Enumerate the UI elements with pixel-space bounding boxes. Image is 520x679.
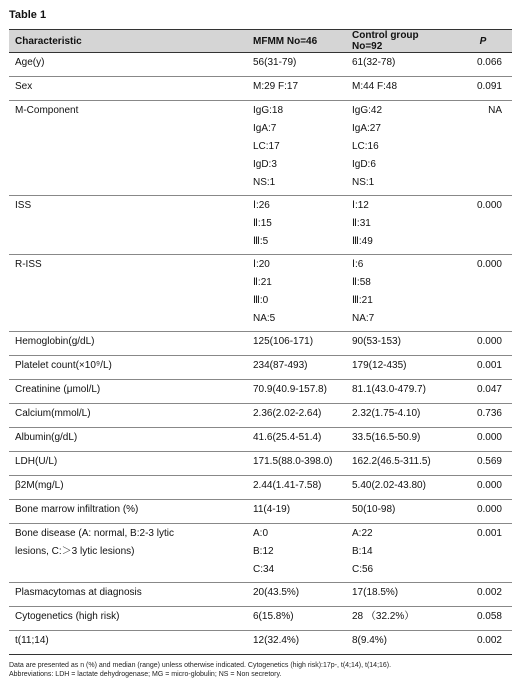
- cell-characteristic-line: Age(y): [15, 57, 45, 68]
- cell-control-line: 50(10-98): [352, 504, 396, 515]
- table-title: Table 1: [9, 9, 47, 21]
- cell-characteristic-line: Platelet count(×10⁹/L): [15, 360, 112, 371]
- cell-characteristic: [9, 583, 247, 607]
- header-control: Control group No=92: [346, 30, 448, 53]
- cell-characteristic: [9, 332, 247, 356]
- cell-mfmm-line: IgG:18: [253, 105, 284, 116]
- cell-control: [346, 255, 448, 332]
- cell-p-value: 0.002: [448, 631, 512, 655]
- cell-mfmm-line: 56(31-79): [253, 57, 297, 68]
- cell-p-value: 0.736: [448, 404, 512, 428]
- cell-control-line: 162.2(46.5-311.5): [352, 456, 431, 467]
- cell-control-line: M:44 F:48: [352, 81, 398, 92]
- cell-mfmm-line: 41.6(25.4-51.4): [253, 432, 322, 443]
- cell-mfmm-line: Ⅲ:5: [253, 236, 269, 247]
- cell-characteristic-line: t(11;14): [15, 635, 49, 646]
- characteristics-table: [9, 29, 512, 655]
- cell-control-line: IgG:42: [352, 105, 383, 116]
- cell-characteristic: [9, 101, 247, 196]
- cell-control: [346, 77, 448, 101]
- cell-mfmm: [247, 332, 346, 356]
- cell-mfmm-line: 20(43.5%): [253, 587, 300, 598]
- cell-control: [346, 500, 448, 524]
- cell-mfmm: [247, 524, 346, 583]
- cell-p-value: 0.001: [448, 356, 512, 380]
- cell-mfmm-line: B:12: [253, 546, 274, 557]
- footnote-line: Abbreviations: LDH = lactate dehydrogenase; MG = micro-globulin; NS = Non secretory.: [9, 671, 282, 678]
- cell-control-line: B:14: [352, 546, 373, 557]
- footnote-line: Data are presented as n (%) and median (range) unless otherwise indicated. Cytogenetics (high risk):17p-, t(4;14), t(14;16).: [9, 662, 392, 669]
- table-row: [9, 631, 512, 655]
- cell-control-line: Ⅲ:49: [352, 236, 373, 247]
- cell-control-line: 90(53-153): [352, 336, 401, 347]
- cell-control-line: LC:16: [352, 141, 379, 152]
- cell-control-line: NS:1: [352, 177, 375, 188]
- cell-p-value: 0.001: [448, 524, 512, 583]
- table-row: [9, 404, 512, 428]
- table-row: [9, 583, 512, 607]
- cell-characteristic: [9, 500, 247, 524]
- cell-mfmm: [247, 452, 346, 476]
- cell-control-line: IgD:6: [352, 159, 376, 170]
- cell-characteristic-line: Hemoglobin(g/dL): [15, 336, 95, 347]
- cell-control: [346, 404, 448, 428]
- cell-control-line: 28 （32.2%）: [352, 611, 415, 622]
- cell-control: [346, 583, 448, 607]
- cell-mfmm: [247, 53, 346, 77]
- cell-control: [346, 101, 448, 196]
- cell-mfmm: [247, 404, 346, 428]
- cell-characteristic: [9, 77, 247, 101]
- cell-control: [346, 53, 448, 77]
- cell-characteristic-line: Bone marrow infiltration (%): [15, 504, 139, 515]
- table-row: [9, 500, 512, 524]
- cell-control: [346, 524, 448, 583]
- cell-p-value: 0.000: [448, 476, 512, 500]
- table-row: [9, 332, 512, 356]
- cell-mfmm-line: 125(106-171): [253, 336, 314, 347]
- cell-mfmm-line: Ⅱ:15: [253, 218, 272, 229]
- cell-characteristic: [9, 53, 247, 77]
- cell-mfmm-line: 234(87-493): [253, 360, 308, 371]
- cell-characteristic-line: Albumin(g/dL): [15, 432, 78, 443]
- cell-control-line: 2.32(1.75-4.10): [352, 408, 421, 419]
- cell-control-line: 61(32-78): [352, 57, 396, 68]
- table-row: [9, 255, 512, 332]
- table-row: [9, 77, 512, 101]
- cell-characteristic: [9, 356, 247, 380]
- cell-characteristic: [9, 476, 247, 500]
- cell-control-line: 8(9.4%): [352, 635, 388, 646]
- cell-characteristic: [9, 452, 247, 476]
- cell-p-value: 0.000: [448, 428, 512, 452]
- cell-characteristic-line: lesions, C:＞3 lytic lesions): [15, 546, 135, 557]
- table-row: [9, 101, 512, 196]
- cell-control: [346, 332, 448, 356]
- cell-mfmm: [247, 380, 346, 404]
- cell-mfmm: [247, 607, 346, 631]
- cell-mfmm-line: 11(4-19): [253, 504, 291, 515]
- cell-control-line: C:56: [352, 564, 374, 575]
- cell-mfmm: [247, 631, 346, 655]
- cell-control: [346, 452, 448, 476]
- cell-characteristic: [9, 255, 247, 332]
- cell-characteristic-line: Calcium(mmol/L): [15, 408, 91, 419]
- cell-mfmm-line: NS:1: [253, 177, 276, 188]
- cell-control-line: Ⅰ:12: [352, 200, 369, 211]
- cell-control: [346, 356, 448, 380]
- cell-p-value: 0.091: [448, 77, 512, 101]
- header-row: [9, 30, 512, 53]
- cell-mfmm-line: LC:17: [253, 141, 280, 152]
- cell-characteristic: [9, 380, 247, 404]
- cell-characteristic: [9, 428, 247, 452]
- table-row: [9, 428, 512, 452]
- cell-mfmm-line: 12(32.4%): [253, 635, 300, 646]
- cell-characteristic: [9, 607, 247, 631]
- cell-control-line: A:22: [352, 528, 373, 539]
- cell-p-value: 0.000: [448, 332, 512, 356]
- cell-mfmm-line: 2.44(1.41-7.58): [253, 480, 322, 491]
- cell-characteristic-line: Creatinine (μmol/L): [15, 384, 101, 395]
- cell-mfmm: [247, 500, 346, 524]
- cell-mfmm: [247, 77, 346, 101]
- cell-p-value: 0.000: [448, 500, 512, 524]
- cell-mfmm-line: C:34: [253, 564, 275, 575]
- table-row: [9, 356, 512, 380]
- table-row: [9, 524, 512, 583]
- cell-characteristic-line: LDH(U/L): [15, 456, 58, 467]
- cell-characteristic: [9, 404, 247, 428]
- cell-mfmm-line: 70.9(40.9-157.8): [253, 384, 327, 395]
- cell-characteristic-line: Cytogenetics (high risk): [15, 611, 120, 622]
- cell-p-value: 0.569: [448, 452, 512, 476]
- cell-mfmm-line: Ⅰ:20: [253, 259, 270, 270]
- cell-characteristic-line: M-Component: [15, 105, 79, 116]
- cell-mfmm-line: IgD:3: [253, 159, 277, 170]
- cell-mfmm-line: A:0: [253, 528, 269, 539]
- cell-control: [346, 196, 448, 255]
- cell-p-value: 0.058: [448, 607, 512, 631]
- header-characteristic: Characteristic: [9, 30, 247, 53]
- table-row: [9, 380, 512, 404]
- cell-characteristic-line: Plasmacytomas at diagnosis: [15, 587, 142, 598]
- cell-mfmm-line: 2.36(2.02-2.64): [253, 408, 322, 419]
- cell-mfmm-line: M:29 F:17: [253, 81, 299, 92]
- cell-characteristic-line: β2M(mg/L): [15, 480, 64, 491]
- cell-mfmm: [247, 101, 346, 196]
- cell-characteristic: [9, 631, 247, 655]
- cell-control: [346, 476, 448, 500]
- cell-characteristic-line: Sex: [15, 81, 33, 92]
- cell-control: [346, 428, 448, 452]
- cell-mfmm-line: 171.5(88.0-398.0): [253, 456, 333, 467]
- cell-control: [346, 631, 448, 655]
- cell-characteristic: [9, 524, 247, 583]
- cell-control: [346, 607, 448, 631]
- cell-mfmm: [247, 428, 346, 452]
- cell-mfmm: [247, 476, 346, 500]
- cell-p-value: NA: [448, 101, 512, 196]
- cell-p-value: 0.000: [448, 196, 512, 255]
- cell-control: [346, 380, 448, 404]
- cell-control-line: Ⅱ:31: [352, 218, 371, 229]
- cell-control-line: NA:7: [352, 313, 375, 324]
- table-row: [9, 452, 512, 476]
- cell-control-line: 5.40(2.02-43.80): [352, 480, 426, 491]
- cell-p-value: 0.047: [448, 380, 512, 404]
- cell-characteristic: [9, 196, 247, 255]
- cell-mfmm: [247, 356, 346, 380]
- cell-mfmm-line: Ⅱ:21: [253, 277, 272, 288]
- cell-mfmm-line: Ⅰ:26: [253, 200, 270, 211]
- cell-p-value: 0.002: [448, 583, 512, 607]
- cell-mfmm: [247, 583, 346, 607]
- cell-control-line: IgA:27: [352, 123, 381, 134]
- cell-characteristic-line: ISS: [15, 200, 32, 211]
- table-row: [9, 476, 512, 500]
- cell-characteristic-line: R-ISS: [15, 259, 42, 270]
- cell-mfmm-line: Ⅲ:0: [253, 295, 269, 306]
- cell-control-line: Ⅰ:6: [352, 259, 364, 270]
- cell-control-line: 179(12-435): [352, 360, 407, 371]
- cell-control-line: 17(18.5%): [352, 587, 399, 598]
- cell-mfmm: [247, 196, 346, 255]
- cell-characteristic-line: Bone disease (A: normal, B:2-3 lytic: [15, 528, 174, 539]
- footnotes: [9, 661, 512, 679]
- table-row: [9, 196, 512, 255]
- document: [9, 0, 512, 679]
- cell-mfmm-line: NA:5: [253, 313, 276, 324]
- table-row: [9, 607, 512, 631]
- header-p: P: [448, 30, 512, 53]
- cell-p-value: 0.000: [448, 255, 512, 332]
- cell-control-line: 33.5(16.5-50.9): [352, 432, 421, 443]
- cell-mfmm: [247, 255, 346, 332]
- cell-control-line: Ⅲ:21: [352, 295, 373, 306]
- cell-control-line: 81.1(43.0-479.7): [352, 384, 426, 395]
- table-row: [9, 53, 512, 77]
- header-mfmm: MFMM No=46: [247, 30, 346, 53]
- cell-p-value: 0.066: [448, 53, 512, 77]
- cell-mfmm-line: 6(15.8%): [253, 611, 294, 622]
- cell-mfmm-line: IgA:7: [253, 123, 277, 134]
- cell-control-line: Ⅱ:58: [352, 277, 371, 288]
